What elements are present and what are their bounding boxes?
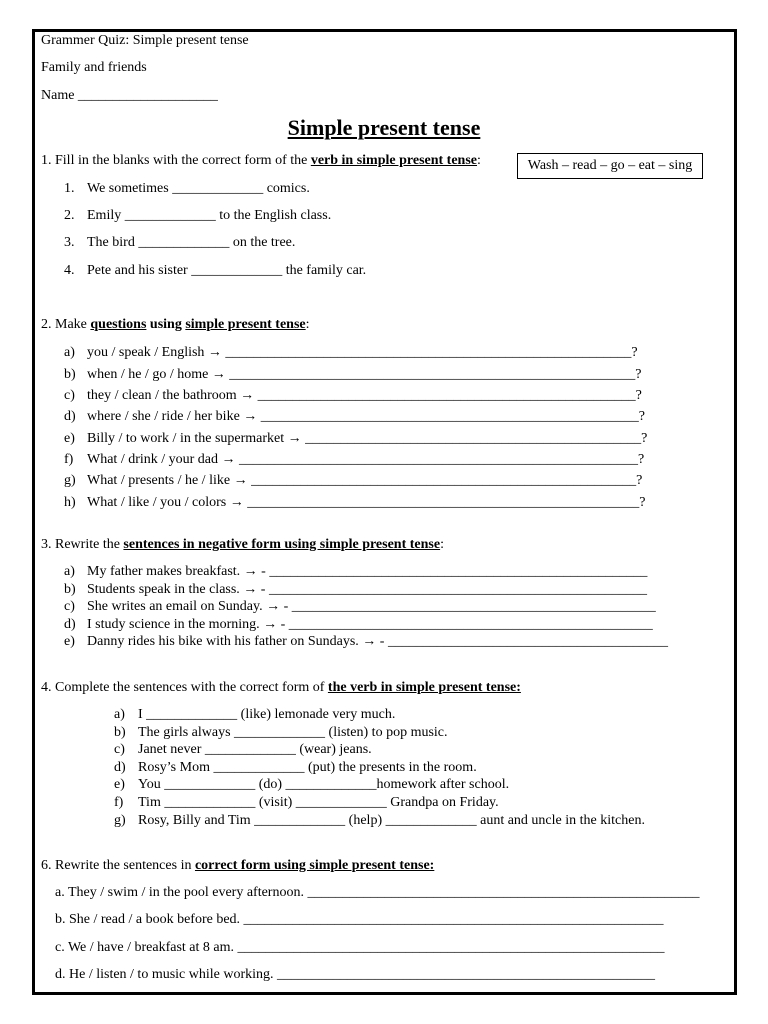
list-item[interactable] <box>64 564 648 580</box>
section2-prefix: 2. Make <box>41 317 91 332</box>
section1-suffix: : <box>477 153 481 168</box>
list-item[interactable] <box>64 235 296 251</box>
item-text: What / presents / he / like → _______________________________________________________? <box>87 473 643 488</box>
list-item[interactable] <box>64 495 646 511</box>
item-text: when / he / go / home → __________________________________________________________? <box>87 367 642 382</box>
list-item[interactable] <box>64 634 668 650</box>
section3-emphasis: sentences in negative form using simple present tense <box>123 537 441 552</box>
item-text: Students speak in the class. → - ______________________________________________________ <box>87 582 647 597</box>
list-item[interactable] <box>64 473 643 489</box>
item-marker: d) <box>64 617 76 632</box>
item-marker: c) <box>64 599 75 614</box>
item-marker: d) <box>64 409 76 424</box>
list-item[interactable] <box>64 263 367 279</box>
item-text: Pete and his sister _____________ the family car. <box>87 263 367 278</box>
item-marker: c) <box>64 388 75 403</box>
item-text: My father makes breakfast. → - ______________________________________________________ <box>87 564 648 579</box>
item-marker: b) <box>64 582 76 597</box>
item-marker: a) <box>64 345 75 360</box>
item-marker: f) <box>114 795 124 810</box>
list-item[interactable]: d. He / listen / to music while working. ______________________________________________________ <box>55 967 656 982</box>
item-text: you / speak / English → __________________________________________________________? <box>87 345 638 360</box>
section4-prefix: 4. Complete the sentences with the correct form of <box>41 680 328 695</box>
name-field[interactable]: Name ____________________ <box>41 88 218 103</box>
section2-emphasis-questions: questions <box>90 317 147 332</box>
section6-instruction <box>41 858 434 874</box>
item-marker: e) <box>64 431 75 446</box>
section3-instruction <box>41 537 444 553</box>
item-marker: c) <box>114 742 125 757</box>
section2-middle: using <box>146 317 186 332</box>
item-text: Billy / to work / in the supermarket → ________________________________________________? <box>87 431 648 446</box>
list-item[interactable] <box>114 795 499 811</box>
section3-prefix: 3. Rewrite the <box>41 537 124 552</box>
list-item[interactable] <box>64 388 642 404</box>
item-text: I study science in the morning. → - ____________________________________________________ <box>87 617 653 632</box>
item-marker: f) <box>64 452 74 467</box>
list-item[interactable] <box>64 181 310 197</box>
section2-emphasis-tense: simple present tense <box>185 317 306 332</box>
list-item[interactable] <box>114 742 372 758</box>
section6-prefix: 6. Rewrite the sentences in <box>41 858 195 873</box>
item-text: You _____________ (do) _____________homework after school. <box>138 777 510 792</box>
item-text: Janet never _____________ (wear) jeans. <box>138 742 372 757</box>
item-text: Rosy, Billy and Tim _____________ (help) _____________ aunt and uncle in the kitchen. <box>138 813 645 828</box>
list-item[interactable] <box>64 367 642 383</box>
item-marker: b) <box>114 725 126 740</box>
item-text: where / she / ride / her bike → ______________________________________________________? <box>87 409 645 424</box>
section6-emphasis: correct form using simple present tense: <box>194 858 435 873</box>
list-item[interactable] <box>64 409 645 425</box>
list-item[interactable] <box>114 707 396 723</box>
section4-instruction <box>41 680 521 696</box>
item-text: Tim _____________ (visit) _____________ Grandpa on Friday. <box>138 795 499 810</box>
section3-suffix: : <box>440 537 444 552</box>
list-item[interactable] <box>64 582 647 598</box>
list-item[interactable]: c. We / have / breakfast at 8 am. _____________________________________________________________ <box>55 940 665 955</box>
item-marker: g) <box>114 813 126 828</box>
list-item[interactable]: b. She / read / a book before bed. ____________________________________________________________ <box>55 912 664 927</box>
item-marker: 1. <box>64 181 75 196</box>
word-bank-box: Wash – read – go – eat – sing <box>517 153 703 179</box>
section1-prefix: 1. Fill in the blanks with the correct form of the <box>41 153 311 168</box>
item-text: I _____________ (like) lemonade very much. <box>138 707 396 722</box>
list-item[interactable] <box>114 777 510 793</box>
item-text: Danny rides his bike with his father on Sundays. → - ________________________________________ <box>87 634 668 649</box>
item-text: What / like / you / colors → ________________________________________________________? <box>87 495 646 510</box>
list-item[interactable] <box>64 599 656 615</box>
list-item[interactable]: a. They / swim / in the pool every afternoon. ________________________________________________________ <box>55 885 700 900</box>
item-marker: 2. <box>64 208 75 223</box>
section2-suffix: : <box>305 317 310 332</box>
item-text: She writes an email on Sunday. → - ____________________________________________________ <box>87 599 656 614</box>
item-text: The bird _____________ on the tree. <box>87 235 296 250</box>
item-marker: g) <box>64 473 76 488</box>
list-item[interactable] <box>114 760 477 776</box>
section2-instruction <box>41 317 310 333</box>
list-item[interactable] <box>64 617 653 633</box>
item-text: Emily _____________ to the English class. <box>87 208 332 223</box>
item-marker: h) <box>64 495 76 510</box>
item-text: What / drink / your dad → _________________________________________________________? <box>87 452 645 467</box>
item-text: they / clean / the bathroom → ______________________________________________________? <box>87 388 642 403</box>
page-title: Simple present tense <box>287 115 481 140</box>
item-marker: e) <box>64 634 75 649</box>
item-marker: a) <box>64 564 75 579</box>
list-item[interactable] <box>64 452 645 468</box>
list-item[interactable] <box>64 345 638 361</box>
item-marker: d) <box>114 760 126 775</box>
item-marker: e) <box>114 777 125 792</box>
item-marker: a) <box>114 707 125 722</box>
section4-emphasis: the verb in simple present tense: <box>327 680 521 695</box>
item-text: The girls always _____________ (listen) to pop music. <box>138 725 448 740</box>
item-marker: 3. <box>64 235 75 250</box>
quiz-title: Grammer Quiz: Simple present tense <box>41 33 249 48</box>
list-item[interactable] <box>64 208 332 224</box>
item-marker: 4. <box>64 263 75 278</box>
item-marker: b) <box>64 367 76 382</box>
item-text: We sometimes _____________ comics. <box>87 181 310 196</box>
unit-name: Family and friends <box>41 60 147 75</box>
item-text: Rosy’s Mom _____________ (put) the presents in the room. <box>138 760 477 775</box>
list-item[interactable] <box>114 725 448 741</box>
list-item[interactable] <box>64 431 648 447</box>
section1-emphasis: verb in simple present tense <box>310 153 478 168</box>
list-item[interactable] <box>114 813 645 829</box>
section1-instruction <box>41 153 481 169</box>
